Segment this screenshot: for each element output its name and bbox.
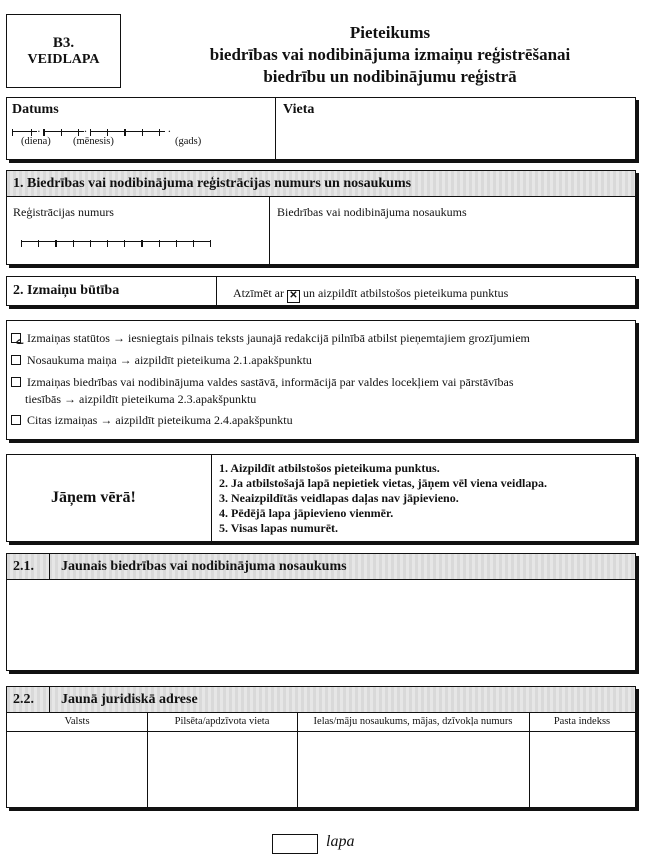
- col-divider: [297, 713, 298, 807]
- section-2-2-num: 2.2.: [13, 692, 34, 707]
- section-2-1: [6, 553, 636, 671]
- divider: [275, 98, 276, 159]
- notice-item: 5. Visas lapas numurēt.: [219, 521, 339, 535]
- checkbox-icon[interactable]: [11, 377, 21, 387]
- notice-item: 4. Pēdējā lapa jāpievieno vienmēr.: [219, 506, 394, 520]
- section-2-title: 2. Izmaiņu būtība: [13, 283, 120, 298]
- table-header-line: [7, 731, 635, 732]
- notice-box: [6, 454, 636, 542]
- page-word: lapa: [326, 833, 355, 850]
- option-other[interactable]: [11, 413, 293, 428]
- form-code: B3.: [52, 35, 75, 51]
- col-header-city: Pilsēta/apdzīvota vieta: [174, 716, 270, 727]
- reg-number-field[interactable]: [21, 229, 266, 243]
- page-number-field[interactable]: [272, 834, 318, 854]
- divider: [49, 554, 50, 580]
- divider: [269, 197, 270, 264]
- option-label: Izmaiņas statūtos → iesniegtais pilnais teksts jaunajā redakcijā pilnībā atbilst pieņemtajiem grozījumiem: [27, 331, 530, 345]
- checkbox-icon[interactable]: [11, 355, 21, 365]
- option-board-change-cont: tiesībās → aizpildīt pieteikuma 2.3.apakšpunktu: [25, 392, 257, 406]
- org-name-label: Biedrības vai nodibinājuma nosaukums: [277, 205, 467, 219]
- option-label: Izmaiņas biedrības vai nodibinājuma valdes sastāvā, informācijā par valdes locekļiem vai pārstāvības: [27, 375, 514, 389]
- option-board-change[interactable]: [11, 375, 626, 390]
- col-divider: [147, 713, 148, 807]
- notice-item: 2. Ja atbilstošajā lapā nepietiek vietas, jāņem vēl viena veidlapa.: [219, 476, 547, 490]
- title-line-3: biedrību un nodibinājumu reģistrā: [263, 67, 517, 86]
- date-label: Datums: [12, 102, 59, 117]
- option-label: Nosaukuma maiņa → aizpildīt pieteikuma 2.1.apakšpunktu: [27, 353, 312, 367]
- section-2-1-title: Jaunais biedrības vai nodibinājuma nosaukums: [61, 559, 347, 574]
- option-statutes[interactable]: [11, 331, 530, 346]
- checked-box-icon: ✕: [287, 290, 300, 303]
- address-table: [7, 713, 635, 807]
- place-field[interactable]: [283, 120, 628, 154]
- date-place-block: [6, 97, 636, 160]
- org-name-field[interactable]: [277, 223, 627, 259]
- section-2-header: [6, 276, 636, 306]
- section-2-1-num: 2.1.: [13, 559, 34, 574]
- date-field[interactable]: . . .: [12, 121, 262, 135]
- title-line-1: Pieteikums: [349, 23, 431, 42]
- notice-heading: Jāņem vērā!: [51, 489, 136, 506]
- postcode-field[interactable]: [531, 735, 633, 805]
- col-header-country: Valsts: [64, 716, 90, 727]
- col-header-postcode: Pasta indekss: [553, 716, 611, 727]
- section-1-title: 1. Biedrības vai nodibinājuma reģistrācijas numurs un nosaukums: [7, 171, 635, 197]
- country-field[interactable]: [9, 735, 145, 805]
- section-2-2-title: Jaunā juridiskā adrese: [61, 692, 198, 707]
- option-label: Citas izmaiņas → aizpildīt pieteikuma 2.4.apakšpunktu: [27, 413, 293, 427]
- place-label: Vieta: [283, 102, 315, 117]
- col-divider: [529, 713, 530, 807]
- checkbox-icon[interactable]: ے: [11, 333, 21, 343]
- notice-item: 3. Neaizpildītās veidlapas daļas nav jāpievieno.: [219, 491, 459, 505]
- section-2-options: [6, 320, 636, 440]
- section-1: [6, 170, 636, 265]
- day-caption: (diena): [21, 136, 51, 147]
- section-2-note: [233, 286, 508, 303]
- notice-list: [219, 461, 547, 536]
- divider: [211, 455, 212, 541]
- checkbox-icon[interactable]: [11, 415, 21, 425]
- year-caption: (gads): [175, 136, 202, 147]
- form-word: VEIDLAPA: [27, 52, 100, 67]
- section-2-2: [6, 686, 636, 808]
- divider: [49, 687, 50, 713]
- title-line-2: biedrības vai nodibinājuma izmaiņu reģistrēšanai: [209, 45, 571, 64]
- notice-item: 1. Aizpildīt atbilstošos pieteikuma punktus.: [219, 461, 440, 475]
- street-field[interactable]: [299, 735, 527, 805]
- page-title: [160, 22, 620, 88]
- form-code-box: [6, 14, 121, 88]
- note-suffix: un aizpildīt atbilstošos pieteikuma punktus: [302, 286, 509, 300]
- col-header-street: Ielas/māju nosaukums, mājas, dzīvokļa numurs: [313, 716, 513, 727]
- month-caption: (mēnesis): [73, 136, 114, 147]
- option-name-change[interactable]: [11, 353, 312, 368]
- reg-number-label: Reģistrācijas numurs: [13, 205, 114, 219]
- city-field[interactable]: [149, 735, 295, 805]
- new-name-field[interactable]: [11, 584, 631, 666]
- note-prefix: Atzīmēt ar: [233, 286, 284, 300]
